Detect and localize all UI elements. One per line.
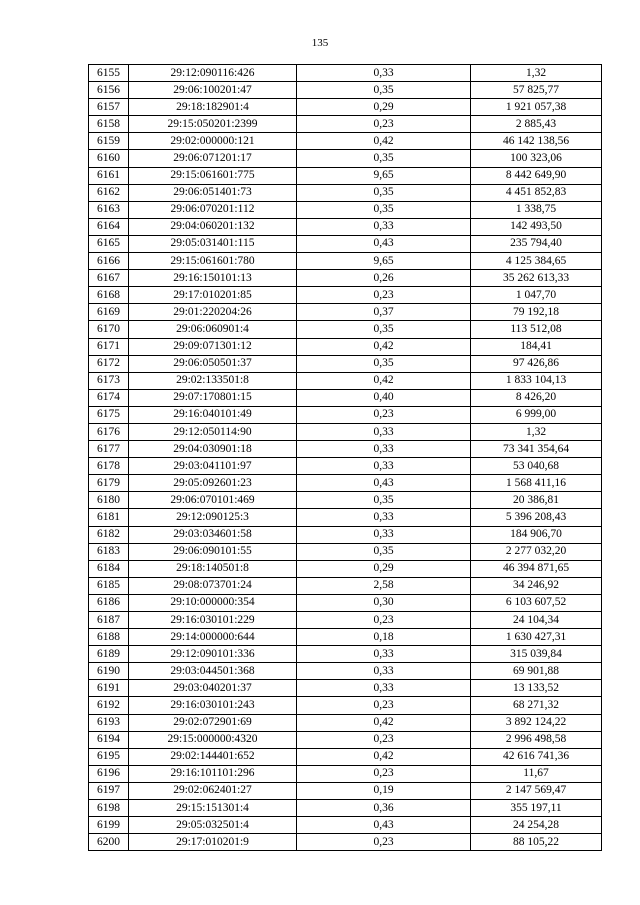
cadastral-number-cell: 29:06:070201:112 [129,201,297,218]
cadastral-number-cell: 29:15:151301:4 [129,800,297,817]
value-cell: 2 996 498,58 [471,731,602,748]
table-row [89,475,602,492]
table-row [89,321,602,338]
row-number-cell: 6174 [89,389,129,406]
rate-cell: 0,19 [297,782,471,799]
cadastral-number-cell: 29:01:220204:26 [129,304,297,321]
value-cell: 4 451 852,83 [471,184,602,201]
value-cell: 1 047,70 [471,287,602,304]
value-cell: 5 396 208,43 [471,509,602,526]
value-cell: 88 105,22 [471,834,602,851]
value-cell: 20 386,81 [471,492,602,509]
cadastral-number-cell: 29:15:061601:780 [129,253,297,270]
value-cell: 315 039,84 [471,646,602,663]
value-cell: 42 616 741,36 [471,748,602,765]
rate-cell: 0,33 [297,646,471,663]
rate-cell: 0,35 [297,355,471,372]
rate-cell: 0,33 [297,526,471,543]
rate-cell: 0,42 [297,748,471,765]
row-number-cell: 6199 [89,817,129,834]
value-cell: 35 262 613,33 [471,270,602,287]
row-number-cell: 6188 [89,629,129,646]
cadastral-number-cell: 29:02:133501:8 [129,372,297,389]
cadastral-number-cell: 29:10:000000:354 [129,594,297,611]
table-row [89,834,602,851]
cadastral-number-cell: 29:03:040201:37 [129,680,297,697]
value-cell: 142 493,50 [471,218,602,235]
rate-cell: 0,42 [297,714,471,731]
page-number: 135 [311,37,329,49]
row-number-cell: 6190 [89,663,129,680]
table-row [89,800,602,817]
cadastral-number-cell: 29:02:000000:121 [129,133,297,150]
value-cell: 57 825,77 [471,82,602,99]
value-cell: 6 999,00 [471,406,602,423]
rate-cell: 0,23 [297,834,471,851]
rate-cell: 0,42 [297,133,471,150]
cadastral-number-cell: 29:14:000000:644 [129,629,297,646]
cadastral-number-cell: 29:06:100201:47 [129,82,297,99]
rate-cell: 0,37 [297,304,471,321]
row-number-cell: 6189 [89,646,129,663]
table-row [89,629,602,646]
cadastral-number-cell: 29:06:051401:73 [129,184,297,201]
rate-cell: 0,23 [297,612,471,629]
value-cell: 235 794,40 [471,235,602,252]
value-cell: 1 833 104,13 [471,372,602,389]
value-cell: 2 885,43 [471,116,602,133]
row-number-cell: 6192 [89,697,129,714]
row-number-cell: 6159 [89,133,129,150]
rate-cell: 0,35 [297,82,471,99]
rate-cell: 0,26 [297,270,471,287]
row-number-cell: 6168 [89,287,129,304]
rate-cell: 9,65 [297,167,471,184]
rate-cell: 0,35 [297,150,471,167]
value-cell: 100 323,06 [471,150,602,167]
row-number-cell: 6181 [89,509,129,526]
row-number-cell: 6160 [89,150,129,167]
row-number-cell: 6175 [89,406,129,423]
cadastral-number-cell: 29:04:060201:132 [129,218,297,235]
row-number-cell: 6182 [89,526,129,543]
row-number-cell: 6172 [89,355,129,372]
rate-cell: 0,23 [297,731,471,748]
row-number-cell: 6169 [89,304,129,321]
table-row [89,458,602,475]
rate-cell: 0,33 [297,509,471,526]
row-number-cell: 6157 [89,99,129,116]
rate-cell: 0,33 [297,441,471,458]
table-row [89,543,602,560]
rate-cell: 0,33 [297,423,471,440]
cadastral-number-cell: 29:06:070101:469 [129,492,297,509]
value-cell: 79 192,18 [471,304,602,321]
value-cell: 34 246,92 [471,577,602,594]
row-number-cell: 6163 [89,201,129,218]
cadastral-number-cell: 29:17:010201:9 [129,834,297,851]
rate-cell: 0,43 [297,235,471,252]
row-number-cell: 6191 [89,680,129,697]
table-row [89,441,602,458]
cadastral-number-cell: 29:12:090116:426 [129,65,297,82]
value-cell: 1,32 [471,423,602,440]
row-number-cell: 6195 [89,748,129,765]
cadastral-number-cell: 29:12:090125:3 [129,509,297,526]
value-cell: 68 271,32 [471,697,602,714]
rate-cell: 0,43 [297,475,471,492]
row-number-cell: 6170 [89,321,129,338]
value-cell: 69 901,88 [471,663,602,680]
rate-cell: 0,33 [297,65,471,82]
cadastral-number-cell: 29:12:050114:90 [129,423,297,440]
table-row [89,167,602,184]
rate-cell: 0,40 [297,389,471,406]
rate-cell: 0,23 [297,116,471,133]
cadastral-number-cell: 29:17:010201:85 [129,287,297,304]
rate-cell: 0,33 [297,663,471,680]
row-number-cell: 6177 [89,441,129,458]
rate-cell: 0,23 [297,765,471,782]
row-number-cell: 6156 [89,82,129,99]
table-row [89,372,602,389]
table-row [89,646,602,663]
table-row [89,748,602,765]
value-cell: 6 103 607,52 [471,594,602,611]
table-row [89,253,602,270]
row-number-cell: 6164 [89,218,129,235]
cadastral-number-cell: 29:12:090101:336 [129,646,297,663]
rate-cell: 9,65 [297,253,471,270]
row-number-cell: 6171 [89,338,129,355]
value-cell: 2 277 032,20 [471,543,602,560]
table-row [89,697,602,714]
row-number-cell: 6155 [89,65,129,82]
value-cell: 3 892 124,22 [471,714,602,731]
cadastral-number-cell: 29:05:031401:115 [129,235,297,252]
value-cell: 1 921 057,38 [471,99,602,116]
value-cell: 24 254,28 [471,817,602,834]
table-row [89,82,602,99]
table-row [89,406,602,423]
cadastral-number-cell: 29:06:071201:17 [129,150,297,167]
table-row [89,526,602,543]
row-number-cell: 6186 [89,594,129,611]
table-row [89,560,602,577]
row-number-cell: 6162 [89,184,129,201]
table-row [89,680,602,697]
cadastral-number-cell: 29:15:000000:4320 [129,731,297,748]
table-row [89,270,602,287]
rate-cell: 0,35 [297,321,471,338]
row-number-cell: 6185 [89,577,129,594]
table-row [89,304,602,321]
row-number-cell: 6176 [89,423,129,440]
cadastral-number-cell: 29:06:050501:37 [129,355,297,372]
row-number-cell: 6184 [89,560,129,577]
row-number-cell: 6161 [89,167,129,184]
table-row [89,338,602,355]
rate-cell: 0,35 [297,543,471,560]
value-cell: 97 426,86 [471,355,602,372]
value-cell: 11,67 [471,765,602,782]
row-number-cell: 6200 [89,834,129,851]
value-cell: 13 133,52 [471,680,602,697]
cadastral-number-cell: 29:03:044501:368 [129,663,297,680]
cadastral-number-cell: 29:16:030101:229 [129,612,297,629]
rate-cell: 0,43 [297,817,471,834]
row-number-cell: 6180 [89,492,129,509]
cadastral-number-cell: 29:02:062401:27 [129,782,297,799]
table-row [89,782,602,799]
row-number-cell: 6194 [89,731,129,748]
rate-cell: 0,18 [297,629,471,646]
table-row [89,235,602,252]
cadastral-number-cell: 29:06:090101:55 [129,543,297,560]
row-number-cell: 6198 [89,800,129,817]
row-number-cell: 6167 [89,270,129,287]
rate-cell: 0,29 [297,99,471,116]
table-body [89,65,602,851]
table-row [89,99,602,116]
cadastral-number-cell: 29:05:032501:4 [129,817,297,834]
cadastral-number-cell: 29:07:170801:15 [129,389,297,406]
rate-cell: 0,33 [297,458,471,475]
value-cell: 46 394 871,65 [471,560,602,577]
value-cell: 53 040,68 [471,458,602,475]
cadastral-number-cell: 29:08:073701:24 [129,577,297,594]
value-cell: 1 630 427,31 [471,629,602,646]
cadastral-number-cell: 29:16:040101:49 [129,406,297,423]
value-cell: 4 125 384,65 [471,253,602,270]
table-row [89,577,602,594]
row-number-cell: 6178 [89,458,129,475]
cadastral-number-cell: 29:06:060901:4 [129,321,297,338]
rate-cell: 0,35 [297,492,471,509]
value-cell: 8 426,20 [471,389,602,406]
rate-cell: 0,29 [297,560,471,577]
table-row [89,731,602,748]
cadastral-table [88,64,602,851]
rate-cell: 0,35 [297,201,471,218]
table-row [89,355,602,372]
table-row [89,201,602,218]
cadastral-number-cell: 29:16:150101:13 [129,270,297,287]
rate-cell: 0,23 [297,406,471,423]
rate-cell: 0,35 [297,184,471,201]
table-row [89,218,602,235]
rate-cell: 0,23 [297,287,471,304]
value-cell: 184 906,70 [471,526,602,543]
value-cell: 113 512,08 [471,321,602,338]
cadastral-number-cell: 29:15:061601:775 [129,167,297,184]
rate-cell: 0,36 [297,800,471,817]
row-number-cell: 6165 [89,235,129,252]
table-row [89,765,602,782]
value-cell: 1 338,75 [471,201,602,218]
rate-cell: 0,33 [297,218,471,235]
table-row [89,150,602,167]
table-row [89,184,602,201]
row-number-cell: 6197 [89,782,129,799]
row-number-cell: 6183 [89,543,129,560]
cadastral-number-cell: 29:18:140501:8 [129,560,297,577]
cadastral-number-cell: 29:09:071301:12 [129,338,297,355]
table-row [89,389,602,406]
table-row [89,817,602,834]
value-cell: 73 341 354,64 [471,441,602,458]
table-row [89,612,602,629]
cadastral-number-cell: 29:16:030101:243 [129,697,297,714]
value-cell: 355 197,11 [471,800,602,817]
table-row [89,509,602,526]
cadastral-number-cell: 29:15:050201:2399 [129,116,297,133]
table-row [89,287,602,304]
cadastral-number-cell: 29:02:144401:652 [129,748,297,765]
value-cell: 24 104,34 [471,612,602,629]
table-row [89,663,602,680]
cadastral-number-cell: 29:02:072901:69 [129,714,297,731]
table-row [89,423,602,440]
value-cell: 8 442 649,90 [471,167,602,184]
value-cell: 1,32 [471,65,602,82]
rate-cell: 2,58 [297,577,471,594]
rate-cell: 0,30 [297,594,471,611]
value-cell: 46 142 138,56 [471,133,602,150]
cadastral-number-cell: 29:18:182901:4 [129,99,297,116]
value-cell: 2 147 569,47 [471,782,602,799]
cadastral-number-cell: 29:04:030901:18 [129,441,297,458]
table-row [89,116,602,133]
table-row [89,492,602,509]
row-number-cell: 6193 [89,714,129,731]
rate-cell: 0,42 [297,372,471,389]
rate-cell: 0,23 [297,697,471,714]
row-number-cell: 6187 [89,612,129,629]
row-number-cell: 6158 [89,116,129,133]
row-number-cell: 6166 [89,253,129,270]
cadastral-number-cell: 29:03:041101:97 [129,458,297,475]
cadastral-number-cell: 29:16:101101:296 [129,765,297,782]
value-cell: 1 568 411,16 [471,475,602,492]
rate-cell: 0,33 [297,680,471,697]
value-cell: 184,41 [471,338,602,355]
cadastral-number-cell: 29:05:092601:23 [129,475,297,492]
table-row [89,594,602,611]
table-row [89,65,602,82]
cadastral-number-cell: 29:03:034601:58 [129,526,297,543]
rate-cell: 0,42 [297,338,471,355]
row-number-cell: 6196 [89,765,129,782]
row-number-cell: 6179 [89,475,129,492]
table-row [89,133,602,150]
table-row [89,714,602,731]
row-number-cell: 6173 [89,372,129,389]
